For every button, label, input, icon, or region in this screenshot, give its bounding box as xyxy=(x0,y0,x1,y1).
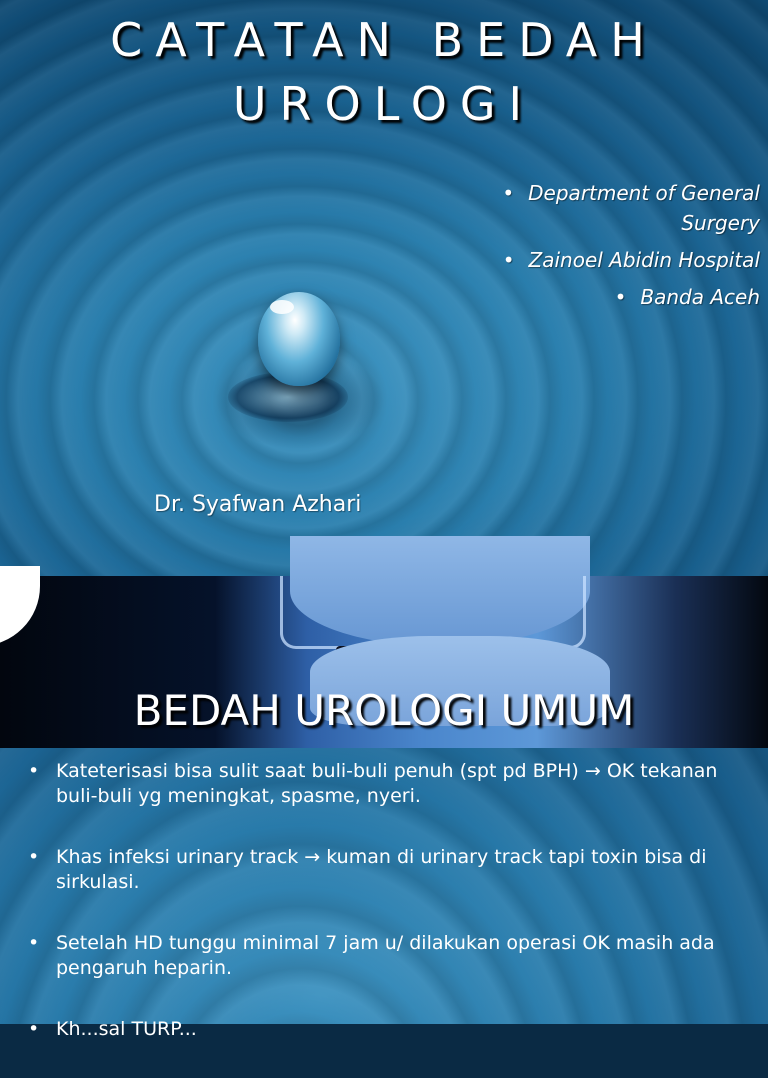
title-line-1: CATATAN BEDAH xyxy=(110,13,658,67)
content-bullet xyxy=(28,759,748,809)
bullet-icon: • xyxy=(28,846,40,868)
bullet-icon: • xyxy=(28,1018,40,1040)
banner-corner xyxy=(0,566,40,646)
content-bullet-text: Khas infeksi urinary track → kuman di urinary track tapi toxin bisa di sirkulasi. xyxy=(56,846,707,893)
bullet-icon: • xyxy=(502,181,515,205)
affiliation-item xyxy=(440,178,760,238)
affiliation-text: Banda Aceh xyxy=(640,285,760,309)
slide-2 xyxy=(0,576,768,1040)
content-bullet-text: Setelah HD tunggu minimal 7 jam u/ dilakukan operasi OK masih ada pengaruh heparin. xyxy=(56,932,715,979)
content-bullet xyxy=(28,845,748,895)
affiliation-text: Department of General Surgery xyxy=(528,181,760,235)
affiliation-list xyxy=(440,178,760,319)
slide-1-title xyxy=(0,8,768,136)
content-bullet-text: Kh...sal TURP... xyxy=(56,1018,197,1040)
author-name: Dr. Syafwan Azhari xyxy=(154,492,362,517)
bullet-icon: • xyxy=(28,760,40,782)
content-bullet-text: Kateterisasi bisa sulit saat buli-buli penuh (spt pd BPH) → OK tekanan buli-buli yg meningkat, spasme, nyeri. xyxy=(56,760,718,807)
affiliation-text: Zainoel Abidin Hospital xyxy=(528,248,760,272)
bullet-icon: • xyxy=(502,248,515,272)
bullet-icon: • xyxy=(28,932,40,954)
bullet-icon: • xyxy=(614,285,627,309)
affiliation-item xyxy=(440,282,760,312)
water-drop-highlight xyxy=(270,300,294,314)
content-bullet xyxy=(28,931,748,981)
title-line-2: UROLOGI xyxy=(232,77,536,131)
content-bullet-list xyxy=(28,759,748,1078)
content-bullet xyxy=(28,1017,748,1042)
affiliation-item xyxy=(440,245,760,275)
slide-2-title: BEDAH UROLOGI UMUM xyxy=(133,686,635,735)
